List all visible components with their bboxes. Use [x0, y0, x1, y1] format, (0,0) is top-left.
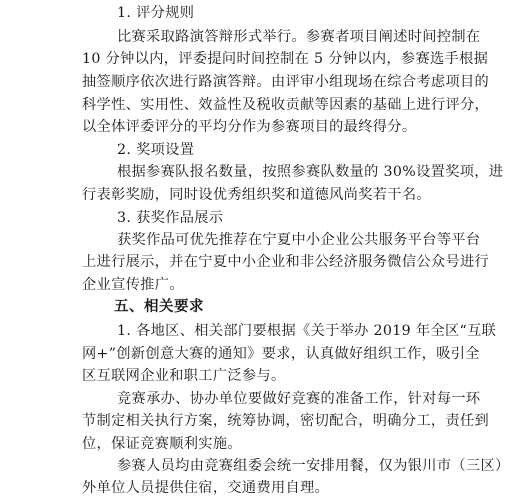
paragraph-line: 获奖作品可优先推荐在宁夏中小企业公共服务平台等平台	[117, 231, 481, 248]
paragraph-line: 位，保证竞赛顺利实施。	[82, 435, 242, 452]
paragraph-line: 企业宣传推广。	[82, 277, 184, 294]
paragraph-line: 参赛人员均由竞赛组委会统一安排用餐，仅为银川市（三区）	[117, 457, 510, 474]
paragraph-line: 以全体评委评分的平均分作为参赛项目的最终得分。	[82, 118, 417, 135]
paragraph-line: 节制定相关执行方案，统筹协调，密切配合，明确分工，责任到	[82, 413, 490, 430]
chapter-heading-requirements: 五、相关要求	[114, 299, 204, 316]
paragraph-line: 比赛采取路演答辩形式举行。参赛者项目阐述时间控制在	[117, 29, 481, 45]
subheading-award-showcase: 3. 获奖作品展示	[117, 209, 224, 226]
paragraph-line: 区互联网企业和职工广泛参与。	[82, 367, 286, 384]
paragraph-line: 科学性、实用性、效益性及税收贡献等因素的基础上进行评分，	[82, 96, 490, 113]
paragraph-line: 抽签顺序依次进行路演答辩。由评审小组现场在综合考虑项目的	[82, 74, 490, 91]
paragraph-line: 行表彰奖励，同时设优秀组织奖和道德风尚奖若干名。	[82, 186, 431, 203]
paragraph-line: 上进行展示，并在宁夏中小企业和非公经济服务微信公众号进行	[82, 254, 490, 271]
paragraph-line: 外单位人员提供住宿，交通费用自理。	[82, 480, 330, 496]
paragraph-line: 1. 各地区、相关部门要根据《关于举办 2019 年全区“互联	[117, 323, 497, 340]
paragraph-line: 根据参赛队报名数量，按照参赛队数量的 30%设置奖项，进	[117, 164, 504, 181]
paragraph-line: 网+”创新创意大赛的通知》要求，认真做好组织工作，吸引全	[82, 345, 480, 362]
subheading-scoring-rules: 1. 评分规则	[117, 5, 195, 21]
paragraph-line: 竞赛承办、协办单位要做好竞赛的准备工作，针对每一环	[117, 391, 481, 407]
paragraph-line: 10 分钟以内，评委提问时间控制在 5 分钟以内，参赛选手根据	[82, 51, 489, 68]
subheading-award-settings: 2. 奖项设置	[117, 142, 195, 158]
